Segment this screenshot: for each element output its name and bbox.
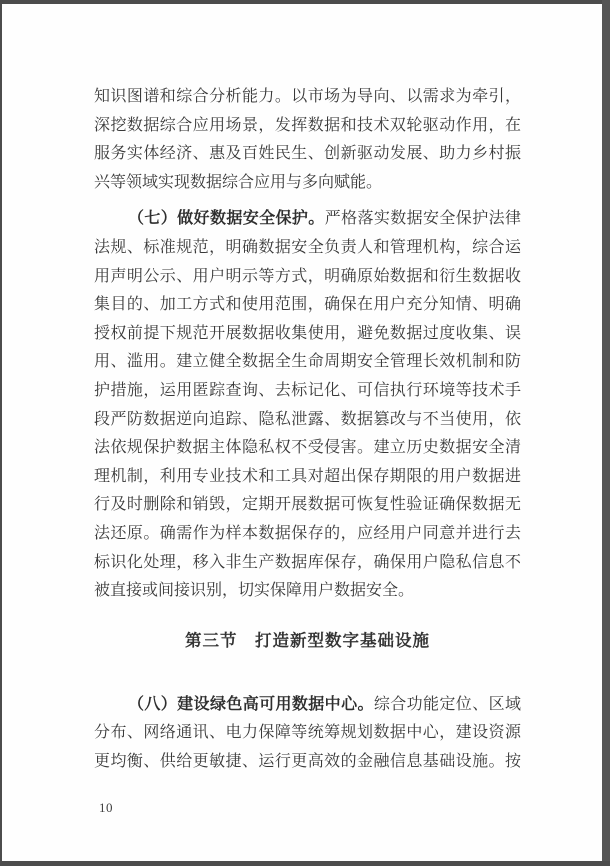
scan-edge-top: [0, 0, 610, 4]
body-line: 理机制，利用专业技术和工具对超出保存期限的用户数据进: [94, 467, 521, 485]
body-line: 用、滥用。建立健全数据全生命周期安全管理长效机制和防: [94, 353, 521, 371]
paragraph-gap: [94, 197, 521, 205]
paragraph-item-7: [94, 205, 521, 605]
body-line: 分布、网络通讯、电力保障等统筹规划数据中心，建设资源: [94, 724, 521, 742]
body-line: 护措施，运用匿踪查询、去标记化、可信执行环境等技术手: [94, 381, 521, 399]
body-line: 标识化处理，移入非生产数据库保存，确保用户隐私信息不: [94, 553, 521, 571]
body-line: 集目的、加工方式和使用范围，确保在用户充分知情、明确: [94, 296, 521, 314]
body-line: 更均衡、供给更敏捷、运行更高效的金融信息基础设施。按: [94, 752, 521, 770]
item-8-title: （八）建设绿色高可用数据中心。: [128, 695, 374, 713]
document-text-block: [94, 83, 521, 776]
section-heading: 第三节 打造新型数字基础设施: [185, 630, 430, 650]
paragraph-first-line: [94, 205, 521, 234]
body-line: 知识图谱和综合分析能力。以市场为导向、以需求为牵引，: [94, 88, 521, 105]
paragraph-item-8: [94, 691, 521, 777]
body-line: 行及时删除和销毁，定期开展数据可恢复性验证确保数据无: [94, 496, 521, 514]
paragraph-first-line: [94, 691, 521, 720]
paragraph-1: [94, 83, 521, 197]
body-line: 法规、标准规范，明确数据安全负责人和管理机构，综合运: [94, 238, 521, 256]
scanned-document-page: [2, 4, 602, 861]
item-8-first-line-rest: 综合功能定位、区域: [373, 695, 521, 713]
body-line: 兴等领域实现数据综合应用与多向赋能。: [94, 173, 383, 191]
item-7-title: （七）做好数据安全保护。: [128, 210, 325, 228]
scan-edge-left: [0, 0, 2, 866]
body-line: 法还原。确需作为样本数据保存的，应经用户同意并进行去: [94, 524, 521, 542]
scan-edge-right: [602, 0, 610, 866]
body-line: 用声明公示、用户明示等方式，明确原始数据和衍生数据收: [94, 267, 521, 285]
body-line: 深挖数据综合应用场景，发挥数据和技术双轮驱动作用，在: [94, 116, 521, 134]
item-7-first-line-rest: 严格落实数据安全保护法律: [324, 210, 521, 228]
body-line: 法依规保护数据主体隐私权不受侵害。建立历史数据安全清: [94, 439, 521, 457]
page-number: 10: [99, 800, 113, 815]
body-line: 段严防数据逆向追踪、隐私泄露、数据篡改与不当使用，依: [94, 410, 521, 428]
body-line: 被直接或间接识别，切实保障用户数据安全。: [94, 582, 415, 600]
body-line: 授权前提下规范开展数据收集使用，避免数据过度收集、误: [94, 324, 521, 342]
scan-edge-bottom: [0, 861, 610, 866]
body-line: 服务实体经济、惠及百姓民生、创新驱动发展、助力乡村振: [94, 145, 521, 163]
